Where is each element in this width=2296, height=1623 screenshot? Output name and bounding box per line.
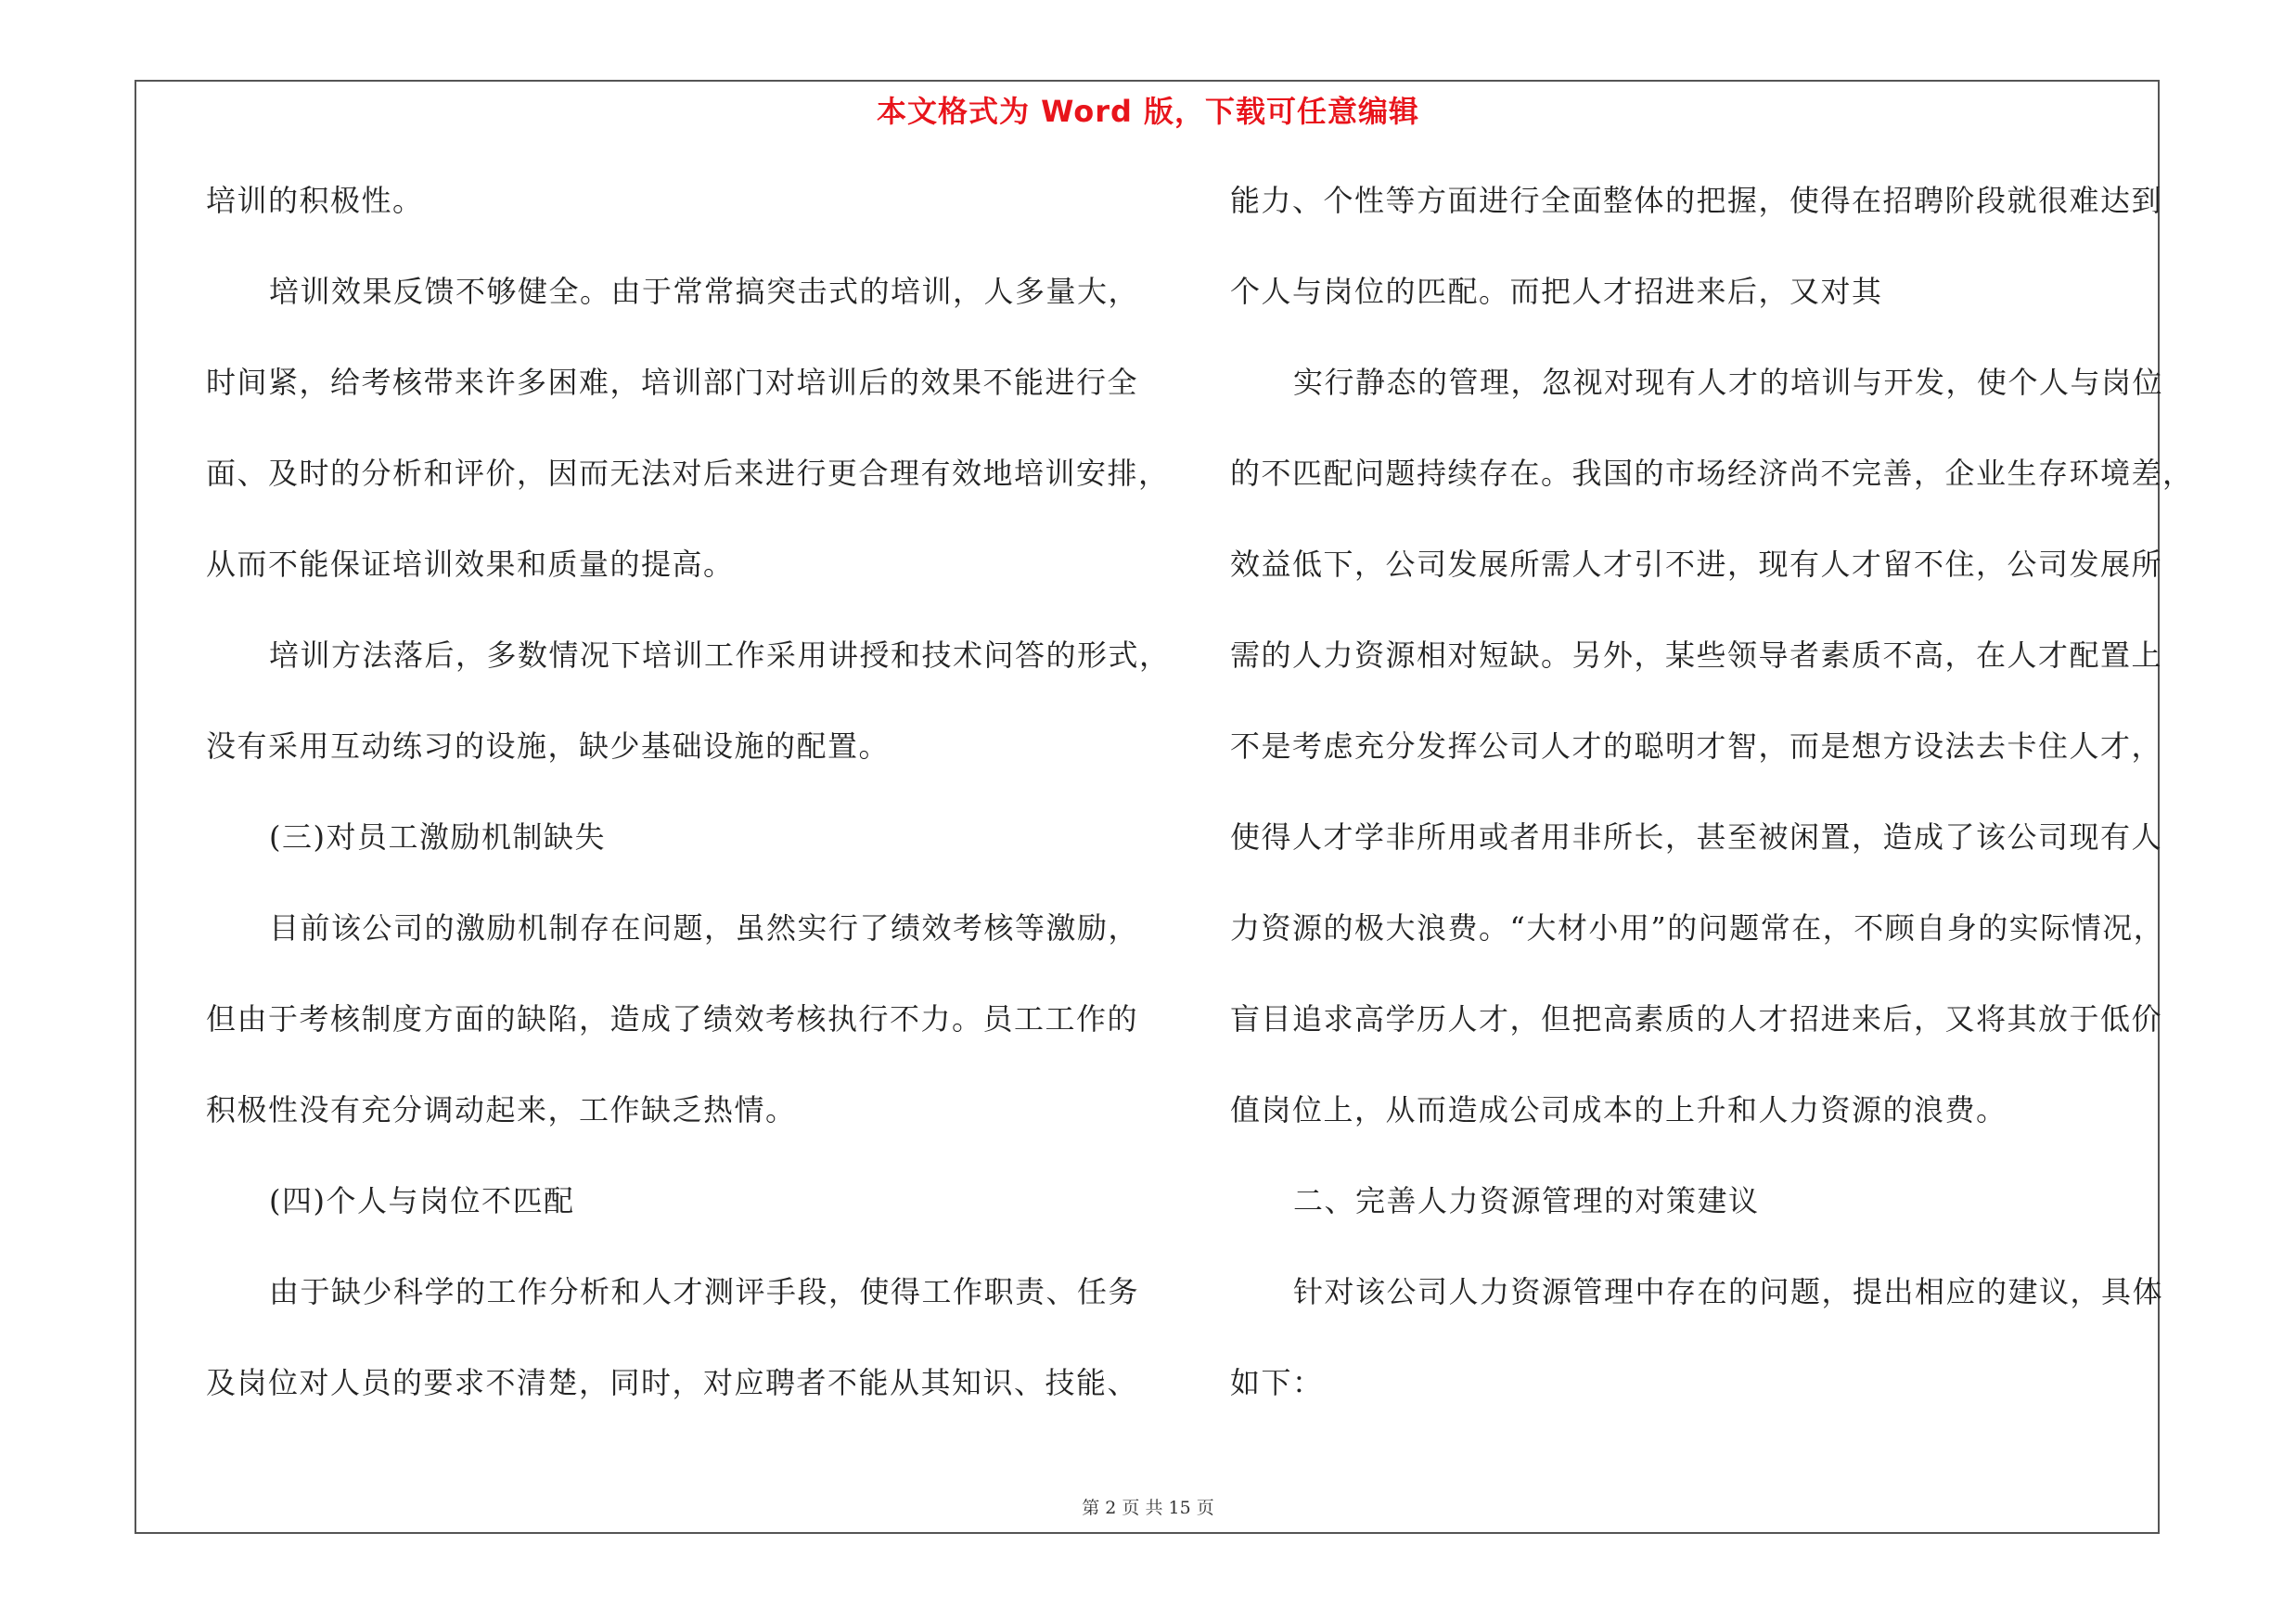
text-line: 个人与岗位的匹配。而把人才招进来后，又对其 — [1230, 274, 1883, 309]
paragraph-start-line: 实行静态的管理，忽视对现有人才的培训与开发，使个人与岗位 — [1293, 365, 2164, 400]
text-line: 力资源的极大浪费。“大材小用”的问题常在，不顾自身的实际情况， — [1230, 910, 2165, 946]
text-line: 积极性没有充分调动起来，工作缺乏热情。 — [206, 1092, 797, 1127]
page-number-footer: 第 2 页 共 15 页 — [1082, 1498, 1214, 1518]
text-line: 但由于考核制度方面的缺陷，造成了绩效考核执行不力。员工工作的 — [206, 1001, 1139, 1037]
paragraph-start-line: 由于缺少科学的工作分析和人才测评手段，使得工作职责、任务 — [269, 1274, 1140, 1309]
paragraph-start-line: 培训效果反馈不够健全。由于常常搞突击式的培训，人多量大， — [269, 274, 1140, 309]
text-line: 的不匹配问题持续存在。我国的市场经济尚不完善，企业生存环境差， — [1230, 456, 2194, 491]
text-line: 从而不能保证培训效果和质量的提高。 — [206, 547, 735, 582]
text-line: 如下： — [1230, 1365, 1324, 1400]
text-line: 效益低下，公司发展所需人才引不进，现有人才留不住，公司发展所 — [1230, 547, 2163, 582]
text-line: 及岗位对人员的要求不清楚，同时，对应聘者不能从其知识、技能、 — [206, 1365, 1139, 1400]
paragraph-start-line: 培训方法落后，多数情况下培训工作采用讲授和技术问答的形式， — [269, 638, 1171, 673]
text-line: 面、及时的分析和评价，因而无法对后来进行更合理有效地培训安排， — [206, 456, 1170, 491]
text-line: 能力、个性等方面进行全面整体的把握，使得在招聘阶段就很难达到 — [1230, 183, 2163, 218]
paragraph-start-line: 目前该公司的激励机制存在问题，虽然实行了绩效考核等激励， — [269, 910, 1140, 946]
text-line: 不是考虑充分发挥公司人才的聪明才智，而是想方设法去卡住人才， — [1230, 728, 2163, 764]
left-text-column — [206, 182, 1171, 1455]
text-line: 需的人力资源相对短缺。另外，某些领导者素质不高，在人才配置上 — [1230, 638, 2163, 673]
paragraph-start-line: 针对该公司人力资源管理中存在的问题，提出相应的建议，具体 — [1293, 1274, 2164, 1309]
text-line: 时间紧，给考核带来许多困难，培训部门对培训后的效果不能进行全 — [206, 365, 1139, 400]
word-format-banner: 本文格式为 Word 版，下载可任意编辑 — [876, 94, 1420, 129]
text-line: 使得人才学非所用或者用非所长，甚至被闲置，造成了该公司现有人 — [1230, 819, 2163, 855]
section-heading: 二、完善人力资源管理的对策建议 — [1293, 1183, 1760, 1218]
text-line: 没有采用互动练习的设施，缺少基础设施的配置。 — [206, 728, 891, 764]
text-line: 培训的积极性。 — [206, 183, 424, 218]
right-text-column — [1230, 182, 2194, 1455]
text-line: 值岗位上，从而造成公司成本的上升和人力资源的浪费。 — [1230, 1092, 2007, 1127]
section-heading: (三)对员工激励机制缺失 — [269, 819, 606, 855]
text-line: 盲目追求高学历人才，但把高素质的人才招进来后，又将其放于低价 — [1230, 1001, 2163, 1037]
section-heading: (四)个人与岗位不匹配 — [269, 1183, 575, 1218]
